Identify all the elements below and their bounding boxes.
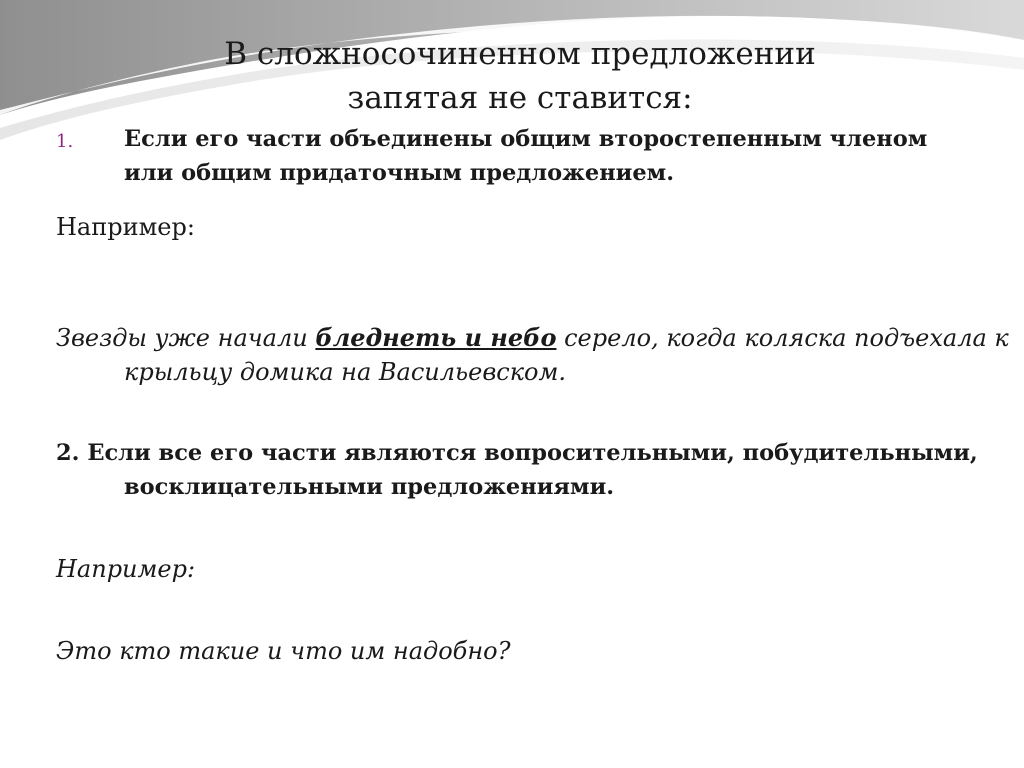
list-marker-1: 1. — [56, 131, 74, 152]
example-label-1: Например: — [56, 213, 195, 241]
example-sentence-2: Это кто такие и что им надобно? — [56, 637, 511, 665]
example-label-2: Например: — [56, 555, 196, 583]
example-sentence-1 — [56, 321, 1024, 389]
title-line-2: запятая не ставится: — [347, 80, 693, 116]
example-1-after: серело, когда коляска подъехала к крыльцу домика на Васильевском. — [124, 324, 1009, 386]
example-1-emphasis: бледнеть и небо — [315, 323, 557, 352]
example-1-before: Звезды уже начали — [56, 324, 316, 352]
slide-title — [150, 32, 890, 120]
title-line-1: В сложносочиненном предложении — [224, 36, 816, 72]
rule-item-1: Если его части объединены общим второстепенным членом или общим придаточным предложением. — [124, 126, 928, 186]
rule-item-2: 2. Если все его части являются вопросительными, побудительными, восклицательными предложениями. — [56, 440, 978, 500]
